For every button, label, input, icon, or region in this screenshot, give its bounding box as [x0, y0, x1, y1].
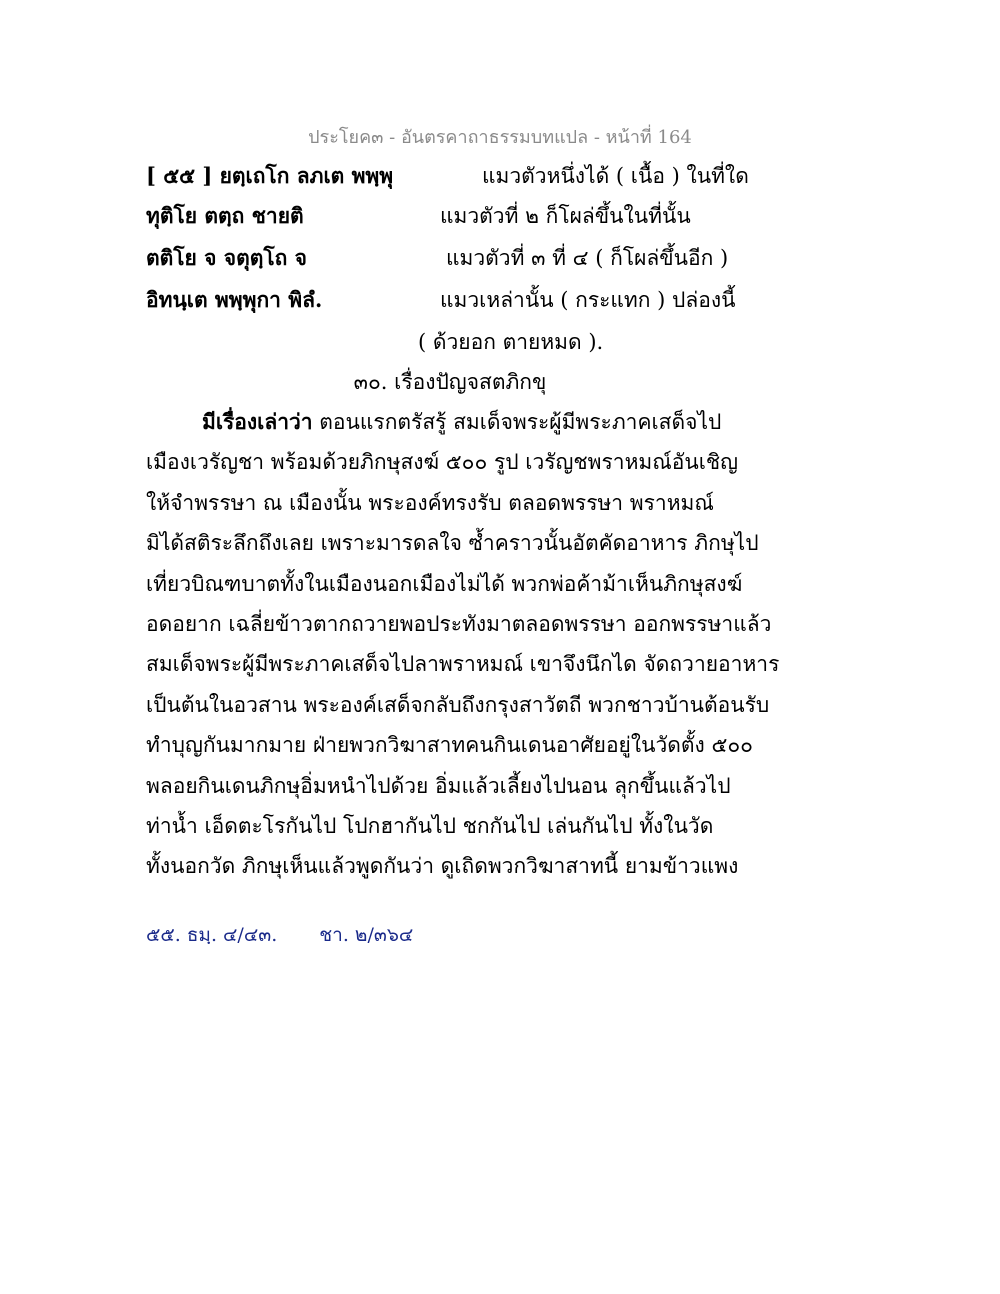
- body-line: อดอยาก เฉลี่ยข้าวตากถวายพอประทังมาตลอดพรรษา ออกพรรษาแล้ว: [146, 612, 772, 636]
- running-header: ประโยค๓ - อันตรคาถาธรรมบทแปล - หน้าที่ 164: [308, 127, 692, 148]
- lead-phrase: มีเรื่องเล่าว่า: [202, 409, 313, 434]
- body-line-text: ตอนแรกตรัสรู้ สมเด็จพระผู้มีพระภาคเสด็จไป: [312, 410, 722, 434]
- body-line: พลอยกินเดนภิกษุอิ่มหนำไปด้วย อิ่มแล้วเลี้ยงไปนอน ลุกขึ้นแล้วไป: [146, 774, 731, 798]
- footnote-ref: ชา. ๒/๓๖๔: [319, 924, 414, 946]
- body-line: ทั้งนอกวัด ภิกษุเห็นแล้วพูดกันว่า ดูเถิดพวกวิฆาสาทนี้ ยามข้าวแพง: [146, 854, 739, 878]
- verse-translation-line: แมวตัวหนึ่งได้ ( เนื้อ ) ในที่ใด: [482, 164, 749, 188]
- verse-continuation: ( ด้วยอก ตายหมด ).: [418, 330, 604, 354]
- body-line: เที่ยวบิณฑบาตทั้งในเมืองนอกเมืองไม่ได้ พวกพ่อค้าม้าเห็นภิกษุสงฆ์: [146, 572, 743, 596]
- footnote-ref: ๕๕. ธมฺ. ๔/๔๓.: [146, 924, 278, 946]
- body-line: เป็นต้นในอวสาน พระองค์เสด็จกลับถึงกรุงสาวัตถี พวกชาวบ้านต้อนรับ: [146, 693, 770, 717]
- body-line: ทำบุญกันมากมาย ฝ่ายพวกวิฆาสาทคนกินเดนอาศัยอยู่ในวัดตั้ง ๕๐๐: [146, 733, 754, 757]
- verse-pali-line: ทุติโย ตตฺถ ชายติ: [146, 203, 304, 228]
- verse-pali-line: [ ๕๕ ] ยตฺเถโก ลภเต พพฺพุ: [146, 163, 394, 188]
- verse-translation-line: แมวเหล่านั้น ( กระแทก ) ปล่องนี้: [440, 288, 736, 312]
- body-line: [202, 406, 722, 439]
- verse-pali-line: ตติโย จ จตุตฺโถ จ: [146, 245, 307, 270]
- body-line: มิได้สติระลึกถึงเลย เพราะมารดลใจ ซ้ำคราวนั้นอัตคัดอาหาร ภิกษุไป: [146, 531, 759, 555]
- verse-pali-line: อิทนฺเต พพฺพุกา พิลํ.: [146, 287, 323, 312]
- story-title: ๓๐. เรื่องปัญจสตภิกขุ: [353, 370, 547, 394]
- body-line: เมืองเวรัญชา พร้อมด้วยภิกษุสงฆ์ ๕๐๐ รูป เวรัญชพราหมณ์อันเชิญ: [146, 450, 739, 474]
- verse-translation-line: แมวตัวที่ ๓ ที่ ๔ ( ก็โผล่ขึ้นอีก ): [446, 246, 729, 270]
- body-line: ให้จำพรรษา ณ เมืองนั้น พระองค์ทรงรับ ตลอดพรรษา พราหมณ์: [146, 491, 714, 515]
- body-line: ท่าน้ำ เอ็ดตะโรกันไป โปกฮากันไป ชกกันไป เล่นกันไป ทั้งในวัด: [146, 814, 714, 838]
- verse-translation-line: แมวตัวที่ ๒ ก็โผล่ขึ้นในที่นั้น: [440, 204, 691, 228]
- body-line: สมเด็จพระผู้มีพระภาคเสด็จไปลาพราหมณ์ เขาจึงนึกได จัดถวายอาหาร: [146, 652, 780, 676]
- footnote: [146, 920, 449, 950]
